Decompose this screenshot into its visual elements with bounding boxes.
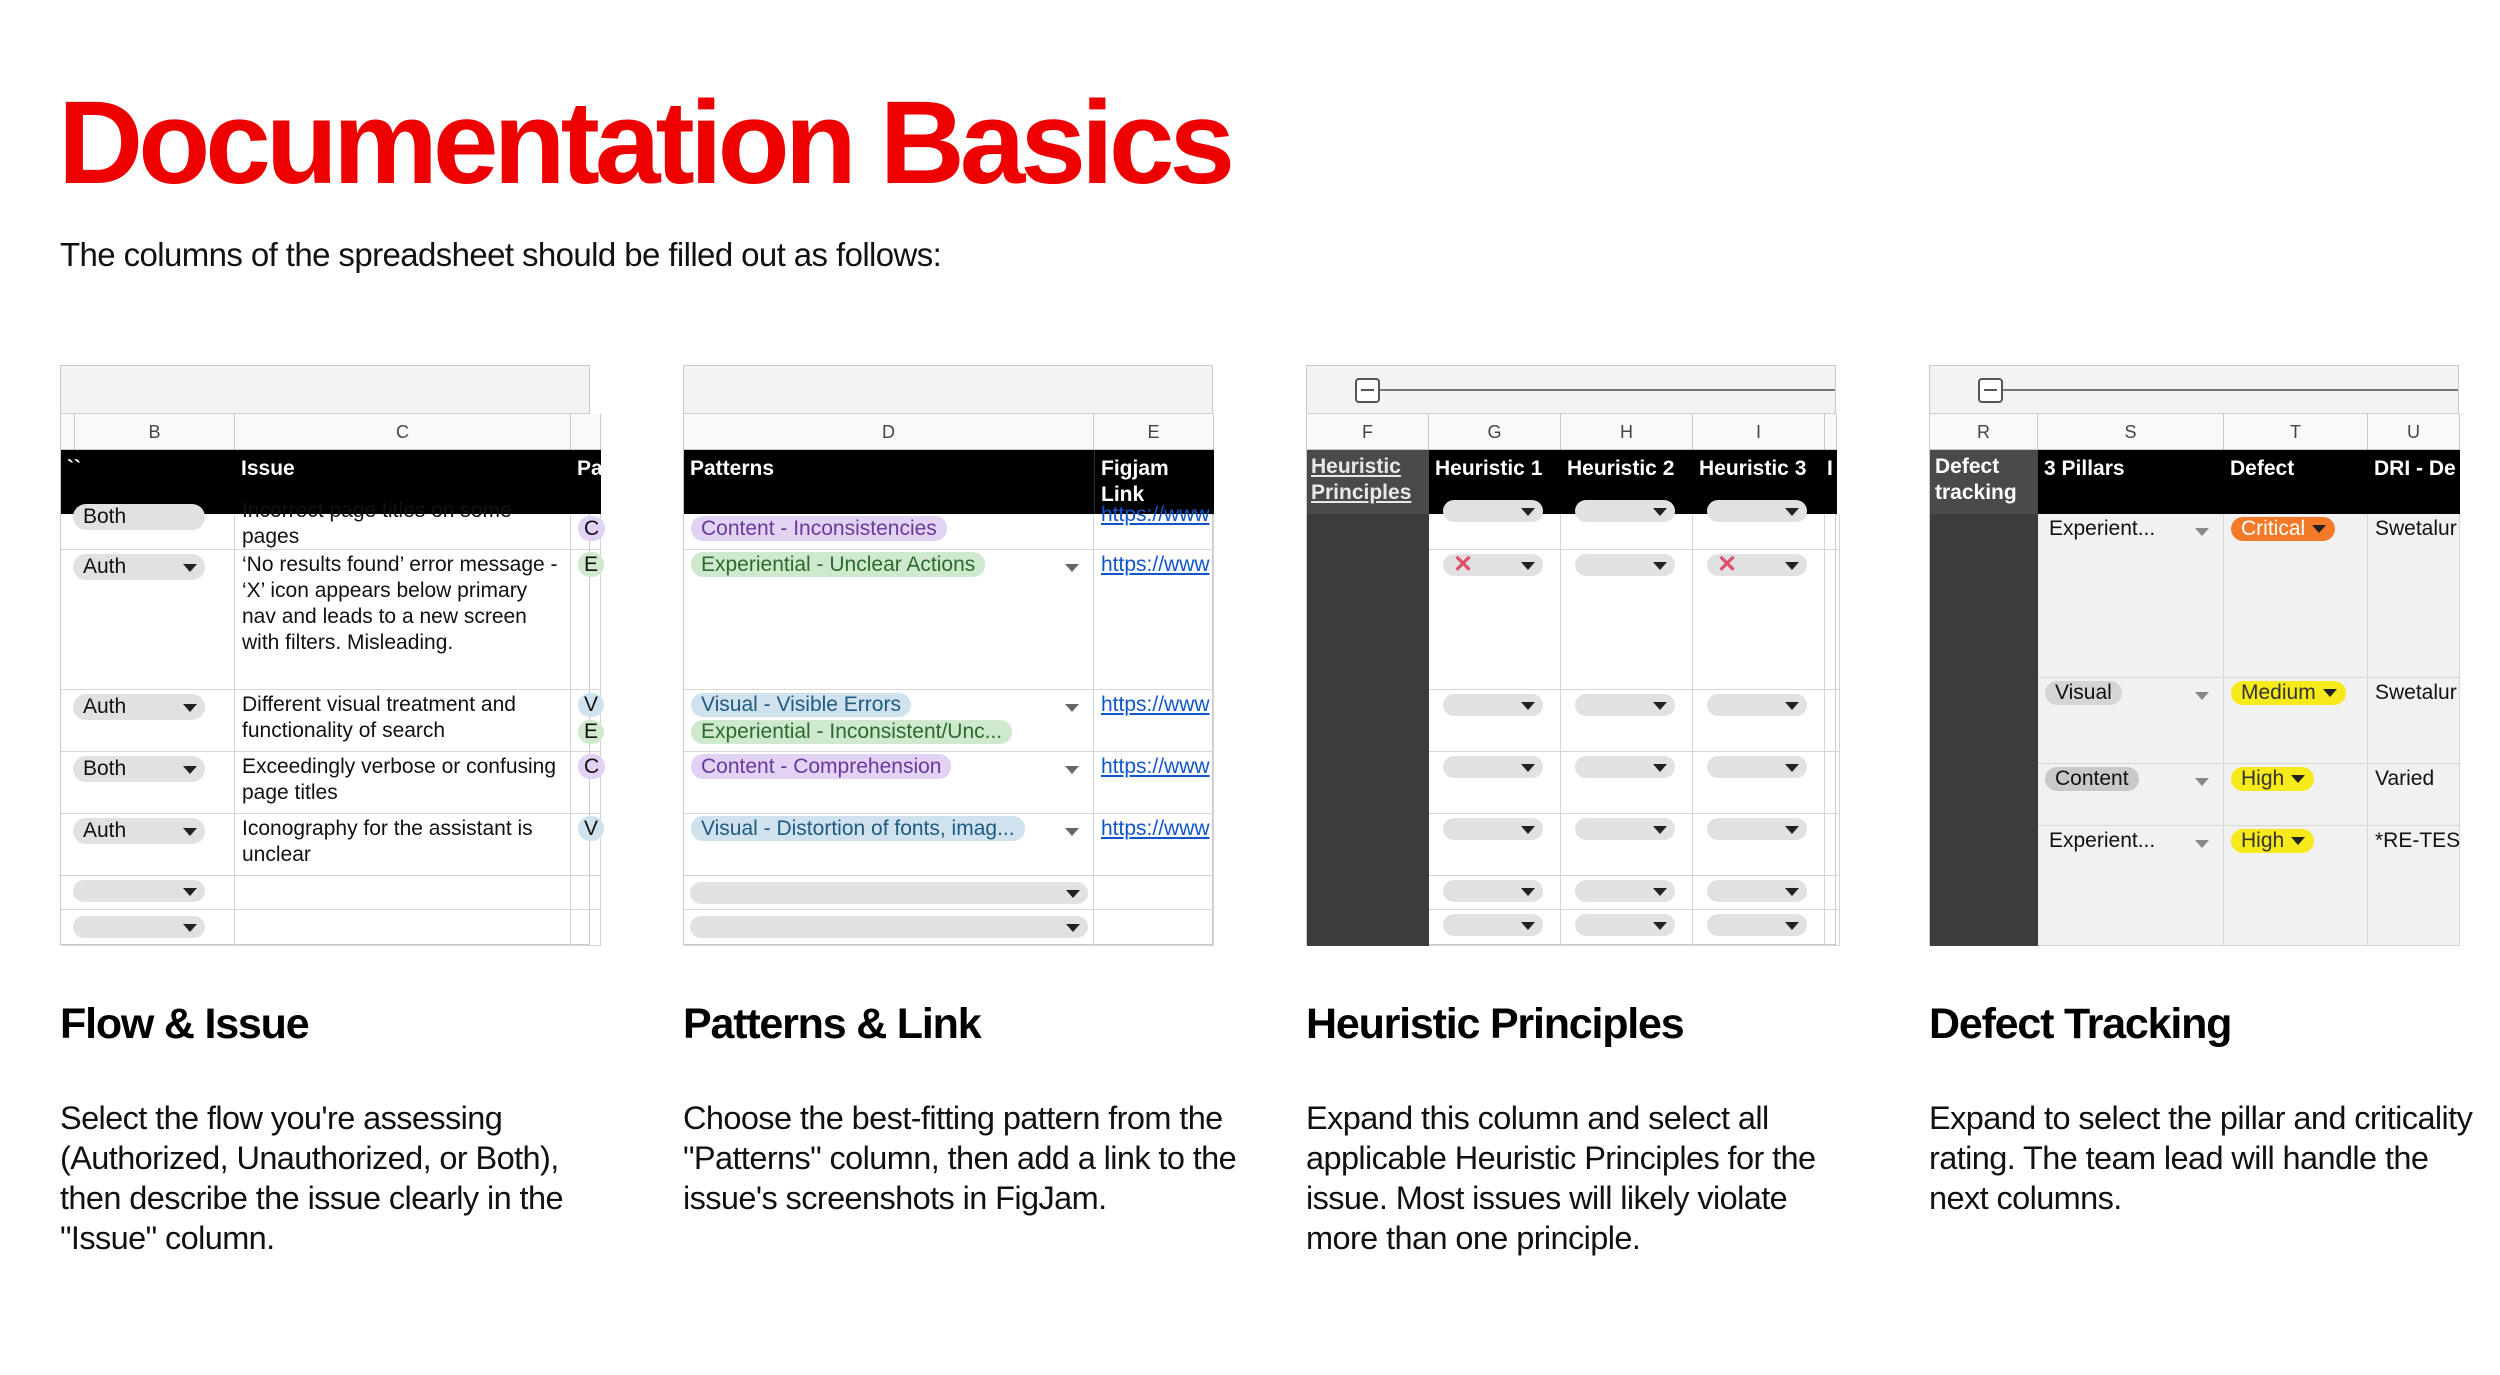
table-row [61,690,235,752]
heuristic-cell[interactable] [1825,876,1840,910]
column-header-u[interactable]: U [2368,414,2460,450]
heuristic-cell[interactable] [1825,752,1840,814]
column-header-t[interactable]: T [2224,414,2368,450]
header-defect: Defect [2224,450,2368,514]
header-defect-tracking: Defect tracking [1930,450,2038,514]
heuristic-dropdown[interactable] [1707,818,1807,840]
pattern-cell[interactable] [684,876,1094,910]
defect-high-chip[interactable]: High [2231,767,2314,791]
dri-cell[interactable] [2368,678,2460,764]
defect-cell[interactable] [2224,764,2368,826]
header-patterns-cut: Pa [571,450,601,514]
chevron-down-icon [1521,922,1535,930]
chevron-down-icon [1653,922,1667,930]
heuristic-cell[interactable] [1693,550,1825,690]
chevron-down-icon [2291,837,2305,845]
heuristic-cell[interactable] [1561,752,1693,814]
sheet-toolbar [1930,366,2458,414]
pattern-cell[interactable] [571,690,601,752]
pattern-dropdown[interactable] [690,882,1088,904]
defect-tracking-screenshot [1929,365,2459,945]
heuristic-dropdown[interactable] [1575,756,1675,778]
pattern-tag: Experiential - Inconsistent/Unc... [691,720,1012,744]
dri-cell[interactable] [2368,514,2460,678]
chevron-down-icon[interactable] [2195,692,2209,700]
column-header-g[interactable]: G [1429,414,1561,450]
issue-text: Different visual treatment and functionality of search [242,693,516,742]
figjam-link[interactable]: https://www [1101,553,1210,576]
pillar-cell[interactable] [2038,678,2224,764]
pattern-tag: Visual - Visible Errors [691,693,911,717]
figjam-link-cell[interactable] [1094,814,1214,876]
pillar-cell[interactable] [2038,826,2224,946]
heuristic-dropdown[interactable] [1707,914,1807,936]
defect-high-chip[interactable]: High [2231,829,2314,853]
heuristic-cell[interactable] [1693,514,1825,550]
chevron-down-icon [1653,508,1667,516]
flow-dropdown[interactable]: Auth [73,694,205,720]
section-text-heuristic-principles: Expand this column and select all applicable Heuristic Principles for the issue. Most issues will likely violate more than one principle. [1306,1100,1816,1256]
pattern-cell[interactable] [684,514,1094,550]
pillar-value: Experient... [2049,829,2156,852]
flow-issue-screenshot [60,365,603,945]
pattern-cell[interactable] [684,814,1094,876]
defect-cell[interactable] [2224,678,2368,764]
pattern-cell[interactable] [684,752,1094,814]
heuristic-cell[interactable] [1693,814,1825,876]
heuristic-cell[interactable] [1429,876,1561,910]
pattern-dropdown[interactable] [690,916,1088,938]
heuristic-principles-cell [1307,752,1429,814]
figjam-link-cell[interactable] [1094,690,1214,752]
heuristic-dropdown[interactable] [1707,756,1807,778]
issue-text: Incorrect page titles on some pages [242,499,512,548]
chevron-down-icon [183,766,197,774]
issue-text: Iconography for the assistant is unclear [242,817,533,866]
chevron-down-icon[interactable] [1065,564,1079,572]
pattern-tag: E [578,720,604,744]
section-heading-defect-tracking: Defect Tracking [1929,1000,2232,1048]
header-heuristic-2: Heuristic 2 [1561,450,1693,514]
heuristic-principles-cell [1307,514,1429,550]
table-row [61,550,235,690]
chevron-down-icon [1066,924,1080,932]
table-row [61,910,235,946]
dri-cell[interactable] [2368,826,2460,946]
issue-cell[interactable] [235,499,571,550]
collapse-group-icon[interactable] [1978,378,2003,403]
group-line [2003,389,2458,391]
dri-value: Swetalur [2375,681,2457,704]
heuristic-cell[interactable] [1429,514,1561,550]
section-heading-flow-issue: Flow & Issue [60,1000,309,1048]
chevron-down-icon[interactable] [2195,778,2209,786]
pattern-cell[interactable] [571,910,601,946]
issue-text: Exceedingly verbose or confusing page titles [242,755,557,804]
issue-cell[interactable] [235,814,571,876]
header-dri: DRI - De [2368,450,2460,514]
pillar-value: Experient... [2049,517,2156,540]
defect-tracking-column [1930,514,2038,946]
pattern-tag: C [578,516,605,541]
dri-value: *RE-TES [2375,829,2461,852]
heuristic-cell[interactable] [1561,876,1693,910]
chevron-down-icon [1785,764,1799,772]
column-header-h[interactable]: H [1561,414,1693,450]
flow-dropdown[interactable]: Both [73,504,205,530]
pattern-tag: Content - Inconsistencies [691,516,947,541]
heuristic-cell[interactable] [1429,550,1561,690]
dri-value: Varied [2375,767,2435,790]
heuristic-cell[interactable] [1693,910,1825,946]
section-heading-patterns-link: Patterns & Link [683,1000,981,1048]
column-header-b[interactable]: B [75,414,235,450]
heuristic-cell[interactable] [1561,690,1693,752]
dri-value: Swetalur [2375,517,2457,540]
figjam-link[interactable]: https://www [1101,755,1210,778]
chevron-down-icon[interactable] [1065,828,1079,836]
chevron-down-icon [1066,890,1080,898]
heuristic-principles-screenshot [1306,365,1836,945]
pattern-cell[interactable] [571,752,601,814]
heuristic-dropdown[interactable] [1707,880,1807,902]
heuristic-cell[interactable] [1693,752,1825,814]
pillar-value: Content [2045,767,2139,791]
heuristic-cell[interactable] [1825,514,1840,550]
defect-critical-chip[interactable]: Critical [2231,517,2335,541]
pillar-value: Visual [2045,681,2122,705]
pattern-tag: V [578,816,604,841]
heuristic-cell[interactable] [1693,690,1825,752]
header-heuristic-principles: Heuristic Principles [1307,450,1429,514]
issue-cell[interactable] [235,910,571,946]
chevron-down-icon [1653,702,1667,710]
heuristic-dropdown[interactable] [1575,914,1675,936]
heuristic-cell[interactable] [1825,690,1840,752]
pattern-cell[interactable] [571,550,601,690]
chevron-down-icon [1521,888,1535,896]
figjam-link-cell[interactable] [1094,910,1214,946]
heuristic-cell[interactable] [1429,910,1561,946]
heuristic-dropdown[interactable] [1575,500,1675,522]
heuristic-dropdown[interactable] [1443,551,1543,578]
heuristic-dropdown[interactable] [1443,914,1543,936]
patterns-link-screenshot [683,365,1213,945]
group-line [1380,389,1835,391]
flow-dropdown[interactable]: Both [73,756,205,782]
chevron-down-icon [183,888,197,896]
chevron-down-icon [1653,826,1667,834]
issue-cell[interactable] [235,752,571,814]
chevron-down-icon [1521,826,1535,834]
pattern-cell[interactable] [684,550,1094,690]
heuristic-cell[interactable] [1429,814,1561,876]
pattern-cell[interactable] [571,514,601,550]
flow-dropdown[interactable] [73,916,205,938]
chevron-down-icon [183,564,197,572]
chevron-down-icon [183,828,197,836]
issue-text: ‘No results found’ error message - ‘X’ icon appears below primary nav and leads to a new screen with filters. Misleading. [242,553,558,654]
heuristic-principles-cell [1307,550,1429,690]
chevron-down-icon [1521,562,1535,570]
section-text-patterns-link: Choose the best-fitting pattern from the "Patterns" column, then add a link to the issue's screenshots in FigJam. [683,1100,1237,1216]
page-title: Documentation Basics [58,77,1231,209]
heuristic-dropdown[interactable] [1575,818,1675,840]
pattern-cell[interactable] [571,876,601,910]
heuristic-dropdown[interactable] [1443,500,1543,522]
figjam-link-cell[interactable] [1094,503,1214,550]
chevron-down-icon [2323,689,2337,697]
chevron-down-icon [1653,764,1667,772]
section-heading-heuristic-principles: Heuristic Principles [1306,1000,1684,1048]
heuristic-dropdown[interactable] [1707,551,1807,578]
chevron-down-icon [183,704,197,712]
column-header-f[interactable]: F [1307,414,1429,450]
heuristic-cell[interactable] [1825,910,1840,946]
pillar-cell[interactable] [2038,514,2224,678]
chevron-down-icon [1521,508,1535,516]
defect-medium-chip[interactable]: Medium [2231,681,2346,705]
header-heuristic-1: Heuristic 1 [1429,450,1561,514]
figjam-link-cell[interactable] [1094,550,1214,690]
sheet-toolbar [61,366,589,414]
heuristic-principles-cell [1307,910,1429,946]
pattern-tag: V [578,693,604,717]
pattern-tag: C [578,754,605,779]
chevron-down-icon [1653,888,1667,896]
header-issue: Issue [235,450,571,514]
heuristic-dropdown[interactable] [1443,694,1543,716]
figjam-link[interactable]: https://www [1101,817,1210,840]
pattern-tag: E [578,552,604,577]
section-text-defect-tracking: Expand to select the pillar and criticality rating. The team lead will handle the next columns. [1929,1100,2473,1216]
chevron-down-icon [1785,826,1799,834]
table-row [61,505,235,550]
heuristic-cell[interactable] [1561,910,1693,946]
heuristic-dropdown[interactable] [1707,500,1807,522]
flow-dropdown[interactable]: Auth [73,554,205,580]
header-patterns: Patterns [684,450,1094,514]
pattern-tag: Content - Comprehension [691,754,951,779]
chevron-down-icon [1785,702,1799,710]
heuristic-principles-cell [1307,814,1429,876]
column-header-r[interactable]: R [1930,414,2038,450]
heuristic-dropdown[interactable] [1575,694,1675,716]
heuristic-cell[interactable] [1561,814,1693,876]
chevron-down-icon [1521,764,1535,772]
column-header-c[interactable]: C [235,414,571,450]
pattern-cell[interactable] [571,814,601,876]
chevron-down-icon [1785,922,1799,930]
collapse-group-icon[interactable] [1355,378,1380,403]
x-icon: ✕ [1717,551,1738,578]
heuristic-principles-cell [1307,876,1429,910]
figjam-link[interactable]: https://www [1101,693,1210,716]
chevron-down-icon[interactable] [1065,704,1079,712]
column-header-j[interactable] [1825,414,1837,450]
pattern-tag: Experiential - Unclear Actions [691,552,985,577]
column-header-d[interactable] [571,414,601,450]
column-header-i[interactable]: I [1693,414,1825,450]
x-icon: ✕ [1453,551,1474,578]
header-flow: `` [61,450,235,514]
heuristic-cell[interactable] [1429,752,1561,814]
pattern-cell[interactable] [684,690,1094,752]
header-figjam-link: Figjam Link [1094,450,1214,514]
column-header-d[interactable]: D [684,414,1094,450]
flow-dropdown[interactable] [73,880,205,902]
chevron-down-icon [1521,702,1535,710]
defect-cell[interactable] [2224,514,2368,678]
sheet-toolbar [1307,366,1835,414]
chevron-down-icon [2312,525,2326,533]
chevron-down-icon[interactable] [2195,528,2209,536]
issue-cell[interactable] [235,550,571,690]
heuristic-dropdown[interactable] [1575,554,1675,576]
heuristic-cell[interactable] [1429,690,1561,752]
figjam-link-cell[interactable] [1094,752,1214,814]
figjam-link-cell[interactable] [1094,876,1214,910]
heuristic-dropdown[interactable] [1707,694,1807,716]
chevron-down-icon[interactable] [1065,766,1079,774]
column-header-s[interactable]: S [2038,414,2224,450]
section-text-flow-issue: Select the flow you're assessing (Authorized, Unauthorized, or Both), then describe the issue clearly in the "Issue" column. [60,1100,563,1256]
chevron-down-icon[interactable] [2195,840,2209,848]
table-row [61,752,235,814]
chevron-down-icon [2291,775,2305,783]
pattern-tag: Visual - Distortion of fonts, imag... [691,816,1025,841]
chevron-down-icon [1653,562,1667,570]
table-row [61,876,235,910]
header-heuristic-more: I [1825,450,1837,514]
figjam-link[interactable]: https://www [1101,503,1210,526]
issue-cell[interactable] [235,690,571,752]
header-3-pillars: 3 Pillars [2038,450,2224,514]
heuristic-cell[interactable] [1825,550,1840,690]
chevron-down-icon [1785,562,1799,570]
column-header-a[interactable] [61,414,75,450]
flow-dropdown[interactable]: Auth [73,818,205,844]
chevron-down-icon [1785,888,1799,896]
heuristic-dropdown[interactable] [1443,818,1543,840]
issue-cell[interactable] [235,876,571,910]
heuristic-principles-cell [1307,690,1429,752]
table-row [61,814,235,876]
heuristic-cell[interactable] [1561,550,1693,690]
pattern-cell[interactable] [684,910,1094,946]
pillar-cell[interactable] [2038,764,2224,826]
heuristic-dropdown[interactable] [1575,880,1675,902]
chevron-down-icon [183,924,197,932]
defect-cell[interactable] [2224,826,2368,946]
chevron-down-icon [1785,508,1799,516]
heuristic-cell[interactable] [1561,514,1693,550]
heuristic-dropdown[interactable] [1443,756,1543,778]
dri-cell[interactable] [2368,764,2460,826]
heuristic-dropdown[interactable] [1443,880,1543,902]
page-subtitle: The columns of the spreadsheet should be filled out as follows: [60,236,942,273]
heuristic-cell[interactable] [1825,814,1840,876]
sheet-toolbar [684,366,1212,414]
column-header-e[interactable]: E [1094,414,1214,450]
header-heuristic-3: Heuristic 3 [1693,450,1825,514]
heuristic-cell[interactable] [1693,876,1825,910]
